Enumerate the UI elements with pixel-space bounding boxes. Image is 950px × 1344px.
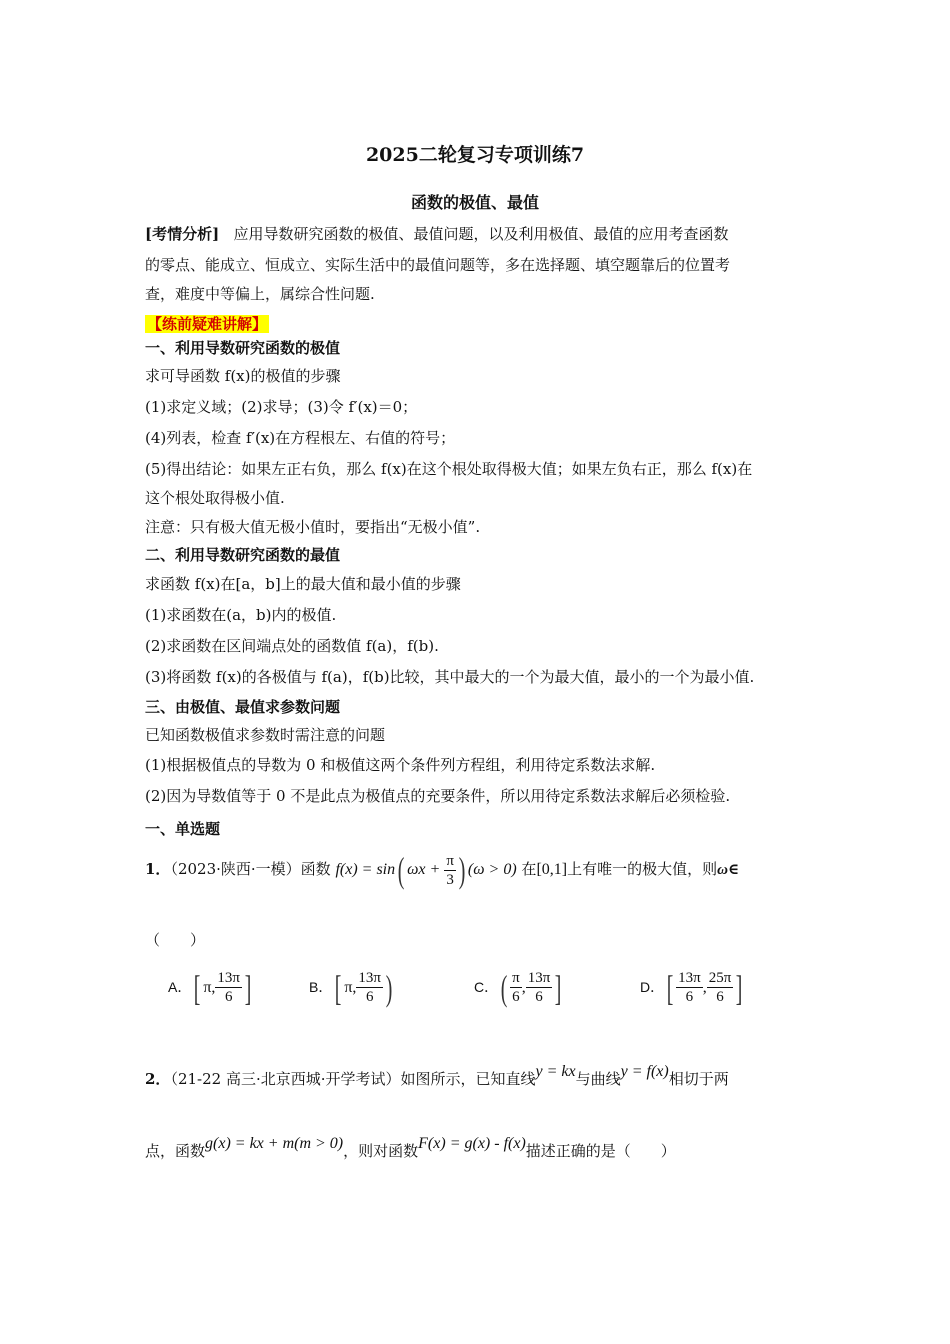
question-2-number: 2． [145,1070,171,1088]
option-c-label: C． [474,979,499,995]
question-2-line-1 [145,1056,729,1088]
option-c-start-fraction [510,969,522,1006]
fraction-numerator: π [512,970,520,986]
question-2-tail-text: 相切于两 [668,1070,729,1088]
fraction-numerator: π [446,852,454,869]
highlight-heading [145,314,269,334]
option-b-left-bracket: [ [335,967,342,1008]
option-d-label: D． [640,979,665,995]
option-c-left-bracket: ( [500,967,508,1008]
option-d[interactable] [640,962,745,1012]
section-1-line-2: (1)求定义域；(2)求导；(3)令 f′(x)＝0； [145,398,418,416]
section-1-line-1: 求可导函数 f(x)的极值的步骤 [145,367,341,385]
question-2-text-a: 点，函数 [145,1142,206,1160]
option-a-start: π, [203,979,216,996]
option-a-fraction [215,969,242,1006]
fraction-denominator: 6 [224,989,233,1005]
fraction-denominator: 6 [512,989,520,1005]
section-2-line-3: (2)求函数在区间端点处的函数值 f(a)，f(b). [145,637,439,655]
question-2-g-equation: g(x) = kx + m(m > 0) [205,1135,344,1152]
question-2-text-c: 描述正确的是（ ） [525,1142,676,1160]
section-1-line-5: 这个根处取得极小值. [145,489,285,507]
page-title: 2025二轮复习专项训练7 [365,144,585,166]
fraction-numerator: 13π [358,970,381,986]
option-c[interactable] [474,962,564,1012]
option-a-left-bracket: [ [194,967,201,1008]
question-2-mid-text: 与曲线 [575,1070,621,1088]
fraction-numerator: 25π [708,970,732,986]
section-2-line-2: (1)求函数在(a，b)内的极值. [145,606,337,624]
pi-over-3-fraction [444,852,456,889]
question-2-F-equation: F(x) = g(x) - f(x) [418,1135,526,1152]
question-1-source: （2023·陕西·一模）函数 [170,860,331,878]
section-1-heading: 一、利用导数研究函数的极值 [145,339,341,357]
question-1-tail-text: 上有唯一的极大值，则 [567,860,718,878]
option-a[interactable] [168,962,254,1012]
option-b-fraction [356,969,383,1006]
question-1-answer-paren: （ ） [145,931,206,949]
question-2-text-b: ，则对函数 [343,1142,419,1160]
question-1-omega: ω∈ [717,862,740,878]
section-2-line-1: 求函数 f(x)在[a，b]上的最大值和最小值的步骤 [145,575,461,593]
highlight-label: 【练前疑难讲解】 [147,315,268,333]
question-1-function-lhs: f(x) = sin [335,861,396,878]
fraction-denominator: 6 [685,989,694,1005]
fraction-denominator: 6 [535,989,543,1005]
option-b-right-bracket: ) [385,967,393,1008]
section-1-line-3: (4)列表，检查 f′(x)在方程根左、右值的符号； [145,429,456,447]
analysis-line-3: 查，难度中等偏上，属综合性问题. [145,285,375,303]
analysis-line-2: 的零点、能成立、恒成立、实际生活中的最值问题等，多在选择题、填空题靠后的位置考 [145,256,731,274]
fraction-numerator: 13π [217,970,240,986]
section-3-line-1: 已知函数极值求参数时需注意的问题 [145,726,386,744]
option-b-label: B． [309,979,333,995]
section-3-heading: 三、由极值、最值求参数问题 [145,698,341,716]
comma-separator: , [702,979,707,996]
fraction-denominator: 6 [365,989,374,1005]
question-1-stem [145,847,739,891]
option-b-start: π, [344,979,357,996]
part-1-heading: 一、单选题 [145,820,221,838]
question-2-line-equation: y = kx [535,1063,576,1080]
section-2-heading: 二、利用导数研究函数的最值 [145,546,341,564]
question-1-condition: (ω > 0) [467,861,517,878]
section-1-line-4: (5)得出结论：如果左正右负，那么 f(x)在这个根处取得极大值；如果左负右正，那么 f(x)在 [145,460,753,478]
question-2-curve-equation: y = f(x) [620,1063,669,1080]
comma-separator: , [521,979,526,996]
section-2-line-4: (3)将函数 f(x)的各极值与 f(a)，f(b)比较，其中最大的一个为最大值，最小的一个为最小值. [145,668,755,686]
right-paren-glyph: ) [458,850,466,890]
option-d-fraction [707,969,734,1006]
page-subtitle: 函数的极值、最值 [410,193,539,212]
question-1-interval: [0,1] [536,861,568,878]
analysis-text-1: 应用导数研究函数的极值、最值问题，以及利用极值、最值的应用考查函数 [233,225,729,243]
question-1-mid-text: 在 [521,860,537,878]
left-paren-glyph: ( [397,850,405,890]
option-c-fraction [526,969,553,1006]
question-1-number: 1． [145,860,171,878]
option-d-start-fraction [676,969,703,1006]
question-2-source: （21-22 高三·北京西城·开学考试）如图所示，已知直线 [170,1070,536,1088]
fraction-denominator: 3 [446,871,454,888]
analysis-line-1 [145,224,729,244]
section-3-line-2: (1)根据极值点的导数为 0 和极值这两个条件列方程组，利用待定系数法求解. [145,756,656,774]
option-b[interactable] [309,962,395,1012]
option-d-right-bracket: ] [735,967,743,1008]
section-3-line-3: (2)因为导数值等于 0 不是此点为极值点的充要条件，所以用待定系数法求解后必须检验. [145,787,731,805]
option-d-left-bracket: [ [666,967,674,1008]
fraction-denominator: 6 [716,989,724,1005]
analysis-label: [考情分析] [145,225,220,243]
question-1-function-arg: ωx + [407,861,445,878]
fraction-numerator: 13π [678,970,701,986]
option-a-label: A． [168,979,192,995]
section-1-line-6: 注意：只有极大值无极小值时，要指出“无极小值”. [145,518,481,536]
question-2-line-2 [145,1128,676,1160]
fraction-numerator: 13π [527,970,551,986]
option-a-right-bracket: ] [244,967,252,1008]
option-c-right-bracket: ] [554,967,562,1008]
